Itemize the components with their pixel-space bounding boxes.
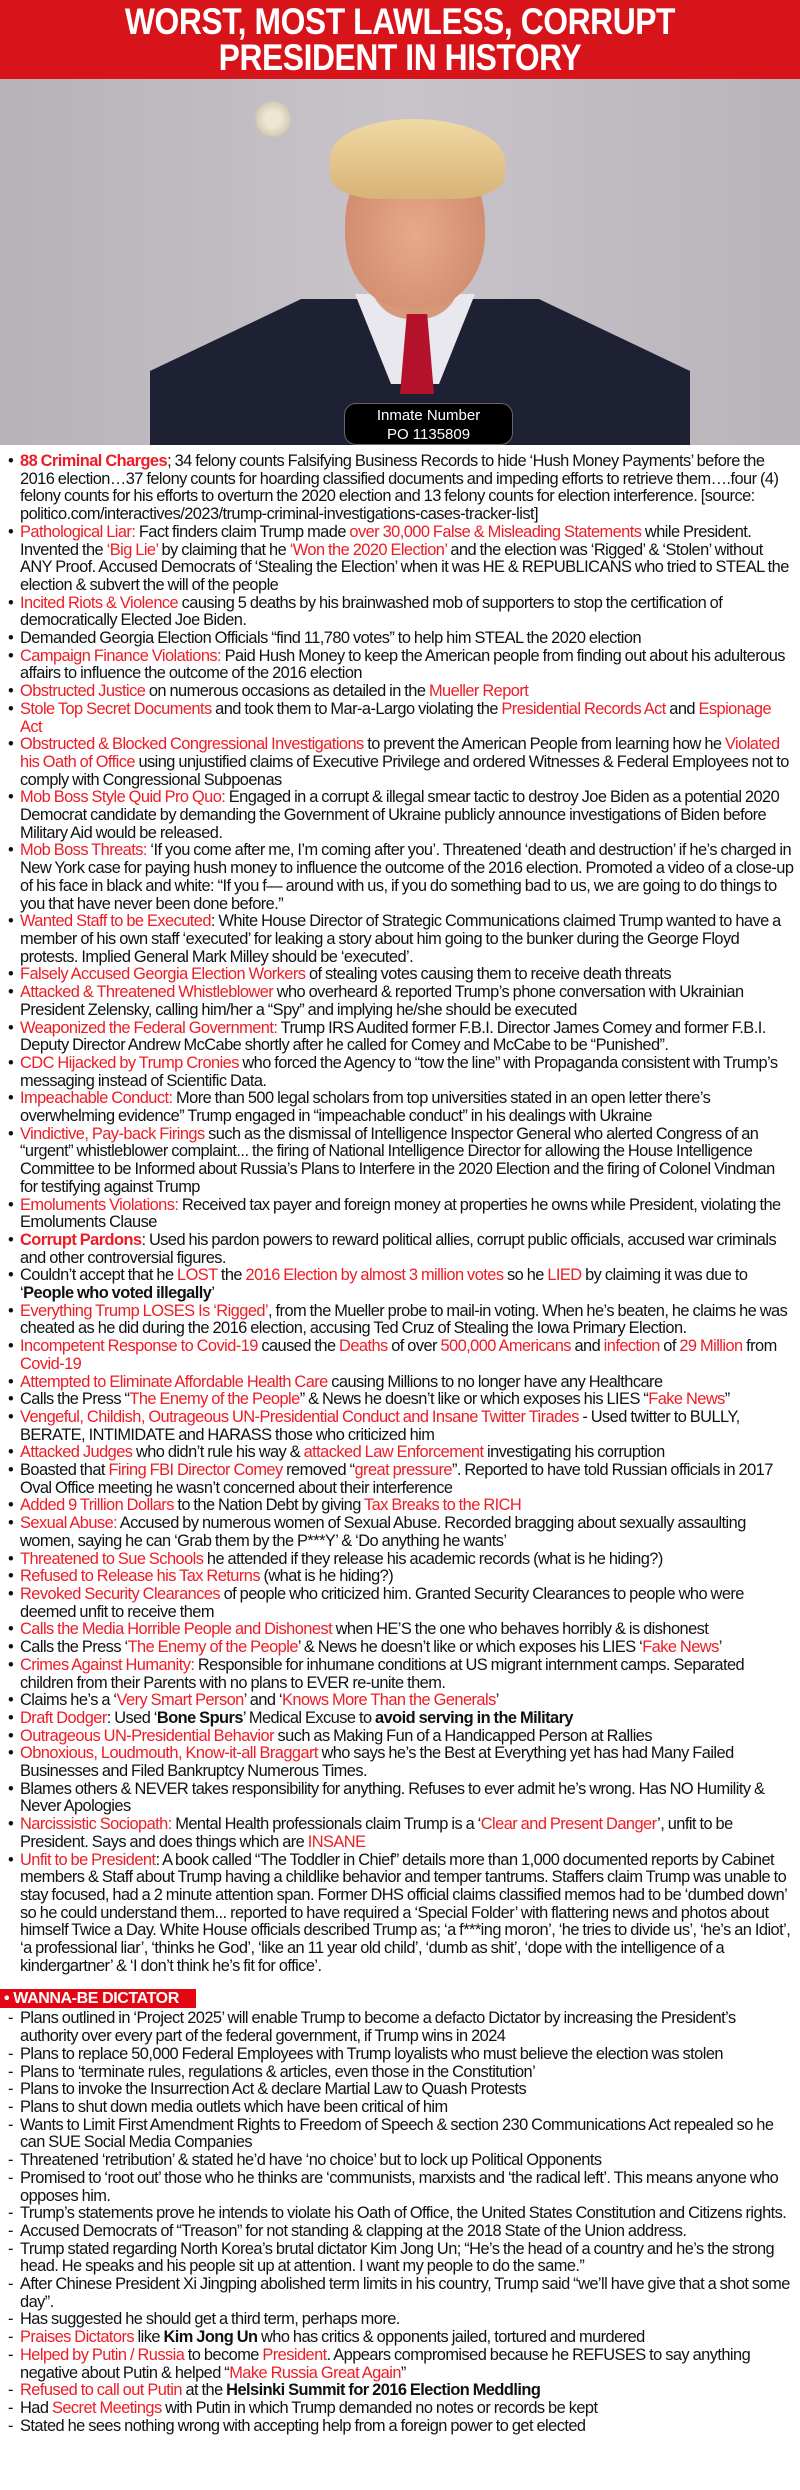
list-item (8, 453, 794, 524)
item-text: ’ (211, 1284, 215, 1303)
bullet-marker: • (8, 1726, 14, 1745)
item-text: on numerous occasions as detailed in the (145, 682, 429, 701)
item-highlight: Incompetent Response to Covid-19 (20, 1337, 258, 1356)
list-item (8, 2117, 794, 2152)
item-text: from (742, 1337, 777, 1356)
list-item (8, 2329, 794, 2347)
item-text: Paid Hush Money to keep the American people from finding out about his adulterous affairs to influence the outcome of the 2016 election (20, 646, 785, 683)
item-text: Has suggested he should get a third term, perhaps more. (20, 2310, 400, 2329)
bullet-marker: • (8, 1549, 14, 1568)
list-item (8, 2170, 794, 2205)
list-item (8, 2099, 794, 2117)
dictator-heading: • WANNA-BE DICTATOR (0, 1989, 196, 2008)
bullet-marker: • (8, 452, 14, 470)
item-text: After Chinese President Xi Jingping abolished term limits in his country, Trump said “we’ll have give that a shot some day”. (20, 2275, 790, 2311)
list-item (8, 1197, 794, 1232)
item-highlight: Revoked Security Clearances (20, 1585, 221, 1603)
item-highlight: 29 Million (679, 1337, 743, 1356)
page-title (0, 0, 800, 79)
item-text: ; 34 felony counts Falsifying Business Records to hide ‘Hush Money Payments’ before the 2016 election…37 felony counts for hoarding classified documents and impeding efforts to retrieve them….four (4) felony counts for his efforts to overturn the 2020 election and 13 felony counts for election interference. [source: politico.com/interactives/2023/trump-criminal-investigations-cases-tracker-list] (20, 452, 779, 524)
list-item (8, 984, 794, 1019)
bullet-marker: • (8, 1390, 14, 1409)
bullet-marker: • (8, 983, 14, 1002)
item-highlight: Added 9 Trillion Dollars (20, 1496, 174, 1515)
list-item (8, 1126, 794, 1197)
list-item (8, 842, 794, 913)
bullet-marker: - (8, 2080, 13, 2099)
bullet-marker: • (8, 682, 14, 701)
list-item (8, 1621, 794, 1639)
bullet-marker: • (8, 1124, 14, 1143)
item-emphasis: Kim Jong Un (163, 2328, 258, 2347)
item-text: : Used his pardon powers to reward political allies, corrupt public officials, accused war criminals and other controversial figures. (20, 1230, 777, 1267)
item-text: investigating his corruption (483, 1443, 665, 1462)
item-highlight: Attempted to Eliminate Affordable Health Care (20, 1372, 328, 1391)
item-highlight: Impeachable Conduct: (20, 1089, 173, 1108)
item-emphasis: People who voted illegally (23, 1284, 212, 1303)
list-item (8, 595, 794, 630)
bullet-marker: • (8, 699, 14, 718)
item-text: : Used ‘ (106, 1708, 157, 1727)
item-text: to the Nation Debt by giving (173, 1496, 365, 1515)
item-highlight: Clear and Present Danger (480, 1815, 658, 1834)
item-highlight: Deaths (339, 1337, 388, 1356)
item-text: , from the Mueller probe to mail-in voting. When he’s beaten, he claims he was cheated as he did during the 2016 election, accusing Ted Cruz of Stealing the Iowa Primary Election. (20, 1301, 788, 1338)
list-item (8, 1338, 794, 1373)
item-text: ’ (495, 1691, 499, 1710)
item-highlight: Firing FBI Director Comey (108, 1461, 283, 1480)
list-item (8, 1090, 794, 1125)
bullet-marker: - (8, 2381, 13, 2400)
item-highlight: over 30,000 False & Misleading Statements (349, 522, 642, 541)
bullet-marker: • (8, 1620, 14, 1639)
bullet-marker: • (8, 1779, 14, 1798)
item-text: of (659, 1337, 680, 1356)
item-text: Plans outlined in ‘Project 2025’ will enable Trump to become a defacto Dictator by increasing the President’s authority over every part of the federal government, if Trump wins in 2024 (20, 2009, 736, 2046)
list-item (8, 1657, 794, 1692)
item-highlight: Narcissistic Sociopath: (20, 1815, 172, 1834)
item-highlight: Crimes Against Humanity: (20, 1655, 195, 1674)
item-text: who says he’s the Best at Everything yet has had Many Failed Businesses and Filed Bankruptcy Numerous Times. (20, 1744, 734, 1781)
item-highlight: Incited Riots & Violence (20, 593, 179, 612)
item-text: Boasted that (20, 1461, 109, 1480)
item-text: More than 500 legal scholars from top universities stated in an open letter there’s overwhelming evidence” Trump engaged in “impeachable conduct” in his dealings with Ukraine (20, 1089, 711, 1126)
bullet-marker: • (8, 788, 14, 807)
item-text: who didn’t rule his way & (132, 1443, 304, 1462)
item-text: at the (181, 2381, 227, 2400)
bullet-marker: - (8, 2345, 13, 2364)
list-item (8, 2276, 794, 2311)
item-text: Demanded Georgia Election Officials “find 11,780 votes” to help him STEAL the 2020 election (20, 629, 642, 648)
item-text: Trump stated regarding North Korea’s brutal dictator Kim Jong Un; “He’s the head of a country and he’s the strong head. He speaks and his people sit up at attention. I want my people to do the same.” (20, 2239, 775, 2276)
bullet-marker: • (8, 1655, 14, 1674)
title-line-2: PRESIDENT IN HISTORY (218, 37, 582, 78)
item-highlight: The Enemy of the People (129, 1390, 300, 1409)
list-item (8, 648, 794, 683)
list-item (8, 1303, 794, 1338)
bullet-marker: • (8, 629, 14, 648)
bullet-marker: • (8, 1301, 14, 1320)
item-text: Calls the Press “ (20, 1390, 130, 1409)
item-highlight: Fake News (642, 1638, 719, 1657)
item-text: and took them to Mar-a-Largo violating the (211, 699, 502, 718)
item-highlight: LIED (547, 1266, 582, 1285)
list-item (8, 1267, 794, 1302)
bullet-marker: - (8, 2416, 13, 2435)
item-text: of stealing votes causing them to receive death threats (305, 965, 672, 984)
item-highlight: 88 Criminal Charges (20, 452, 168, 470)
bullet-marker: - (8, 2151, 13, 2170)
item-text: Calls the Press ‘ (20, 1638, 128, 1657)
item-highlight: Secret Meetings (51, 2398, 162, 2417)
item-text: while President. Invented the (20, 522, 752, 559)
list-item (8, 2064, 794, 2082)
bullet-marker: • (8, 1585, 14, 1603)
item-highlight: attacked Law Enforcement (303, 1443, 484, 1462)
item-text: with Putin in which Trump demanded no notes or records be kept (161, 2398, 598, 2417)
item-text: . Appears compromised because he REFUSES to say anything negative about Putin & helped “ (20, 2345, 751, 2382)
item-text: who forced the Agency to “tow the line” with Propaganda consistent with Trump’s messaging instead of Scientific Data. (20, 1053, 778, 1090)
item-text: : White House Director of Strategic Communications claimed Trump wanted to have a member of his own staff ‘executed’ for leaking a story about him going to the bunker during the George Floyd protests. Implied General Mark Milley should be ‘executed’. (20, 912, 781, 966)
list-item (8, 966, 794, 984)
list-item (8, 1852, 794, 1976)
item-highlight: Threatened to Sue Schools (20, 1549, 204, 1568)
item-text: ‘If you come after me, I’m coming after you’. Threatened ‘death and destruction’ if he’s charged in New York case for paying hush money to influence the outcome of the 2016 election. Promoted a video of a close-up of his face in black and white: “If you f— around with us, if you do something bad to us, we are going to do things to you that have never been done before.” (20, 841, 794, 913)
item-text: Mental Health professionals claim Trump is a ‘ (171, 1815, 481, 1834)
item-text: by claiming that he (157, 540, 290, 559)
list-item (8, 1462, 794, 1497)
bullet-marker: - (8, 2398, 13, 2417)
item-highlight: Refused to call out Putin (20, 2381, 182, 2400)
bullet-marker: • (8, 1567, 14, 1586)
item-highlight: Vengeful, Childish, Outrageous UN-Presidential Conduct and Insane Twitter Tirades (20, 1407, 579, 1426)
item-text: ’ Medical Excuse to (242, 1708, 376, 1727)
bullet-marker: • (8, 1691, 14, 1710)
item-highlight: Very Smart Person (116, 1691, 244, 1710)
bullet-marker: • (8, 1407, 14, 1426)
list-item (8, 1409, 794, 1444)
item-highlight: Fake News (648, 1390, 725, 1409)
item-text: ” (724, 1390, 730, 1409)
item-highlight: The Enemy of the People (127, 1638, 298, 1657)
charges-list-section (0, 445, 800, 2435)
item-text: by claiming it was due to ‘ (20, 1266, 748, 1303)
bullet-marker: • (8, 1089, 14, 1108)
item-text: the (217, 1266, 246, 1285)
bullet-marker: - (8, 2044, 13, 2063)
item-highlight: ‘Big Lie’ (106, 540, 158, 559)
item-highlight: CDC Hijacked by Trump Cronies (20, 1053, 239, 1072)
item-highlight: Presidential Records Act (501, 699, 666, 718)
dictator-list (8, 2010, 794, 2435)
list-item (8, 2046, 794, 2064)
item-text: Accused Democrats of “Treason” for not standing & clapping at the 2018 State of the Union address. (20, 2221, 687, 2240)
item-highlight: Knows More Than the Generals (282, 1691, 496, 1710)
bullet-marker: • (8, 593, 14, 612)
list-item (8, 2400, 794, 2418)
item-highlight: Stole Top Secret Documents (20, 699, 212, 718)
list-item (8, 1055, 794, 1090)
item-text: Received tax payer and foreign money at properties he owns while President, violating the Emoluments Clause (20, 1195, 781, 1232)
hair (330, 119, 505, 199)
list-item (8, 630, 794, 648)
bullet-marker: - (8, 2115, 13, 2134)
bullet-marker: - (8, 2062, 13, 2081)
item-text: ” (400, 2363, 406, 2382)
title-line-1: WORST, MOST LAWLESS, CORRUPT (124, 1, 676, 42)
item-highlight: 500,000 Americans (440, 1337, 571, 1356)
item-highlight: Mob Boss Threats: (20, 841, 147, 860)
list-item (8, 913, 794, 966)
bullet-marker: • (8, 841, 14, 860)
item-highlight: Attacked Judges (20, 1443, 133, 1462)
item-text: of people who criticized him. Granted Security Clearances to people who were deemed unfit to receive them (20, 1585, 744, 1621)
item-text: Engaged in a corrupt & illegal smear tactic to destroy Joe Biden as a potential 2020 Democrat candidate by demanding the Government of Ukraine publicly announce investigations of Biden before Military Aid would be released. (20, 788, 780, 842)
item-highlight: Draft Dodger (20, 1708, 107, 1727)
item-highlight: Unfit to be President (20, 1850, 156, 1869)
item-text: ”. Reported to have told Russian officials in 2017 Oval Office meeting he wasn’t concerned about their interference (20, 1461, 773, 1497)
bullet-marker: - (8, 2275, 13, 2294)
charges-list (8, 453, 794, 1975)
sheriff-seal-icon (255, 99, 291, 139)
item-highlight: 2016 Election by almost 3 million votes (245, 1266, 504, 1285)
item-text: of over (387, 1337, 441, 1356)
list-item (8, 1692, 794, 1710)
item-text: Threatened ‘retribution’ & stated he’d have ‘no choice’ but to lock up Political Opponents (20, 2151, 602, 2170)
bullet-marker: - (8, 2168, 13, 2187)
list-item (8, 1728, 794, 1746)
item-text: such as the dismissal of Intelligence Inspector General who alerted Congress of an “urgent” whistleblower complaint... the firing of National Intelligence Director for allowing the House Intelligence Committee to be Informed about Russia’s Plans to Interfere in the 2020 Election and the firing of Colonel Vindman for testifying against Trump (20, 1124, 775, 1196)
item-text: ’ (718, 1638, 722, 1657)
item-text: to become (184, 2345, 263, 2364)
list-item (8, 701, 794, 736)
bullet-marker: • (8, 1053, 14, 1072)
list-item (8, 2382, 794, 2400)
list-item (8, 1710, 794, 1728)
item-text: Plans to shut down media outlets which have been critical of him (20, 2097, 448, 2116)
list-item (8, 736, 794, 789)
badge-number: PO 1135809 (386, 426, 471, 443)
item-highlight: Emoluments Violations: (20, 1195, 179, 1214)
list-item (8, 2223, 794, 2241)
item-highlight: Praises Dictators (20, 2328, 135, 2347)
item-highlight: Sexual Abuse: (20, 1514, 118, 1533)
bullet-marker: - (8, 2221, 13, 2240)
item-highlight: Vindictive, Pay-back Firings (20, 1124, 205, 1143)
list-item (8, 789, 794, 842)
item-text: Stated he sees nothing wrong with accepting help from a foreign power to get elected (20, 2416, 586, 2435)
item-text: - Used twitter to BULLY, BERATE, INTIMIDATE and HARASS those who criticized him (20, 1407, 740, 1444)
list-item (8, 1391, 794, 1409)
item-text: so he (503, 1266, 548, 1285)
list-item (8, 2347, 794, 2382)
item-text: when HE’S the one who behaves horribly & is dishonest (332, 1620, 709, 1639)
item-highlight: Violated his Oath of Office (20, 735, 780, 771)
item-text: who overheard & reported Trump’s phone conversation with Ukrainian President Zelensky, calling him/her a “Spy” and implying he/she should be executed (20, 983, 744, 1019)
bullet-marker: - (8, 2097, 13, 2116)
list-item (8, 1444, 794, 1462)
item-text: to prevent the American People from learning how he (363, 735, 725, 754)
item-highlight: ‘Won the 2020 Election’ (289, 540, 447, 559)
item-highlight: Refused to Release his Tax Returns (20, 1567, 260, 1586)
item-emphasis: Helsinki Summit for 2016 Election Meddling (226, 2381, 541, 2400)
item-highlight: Obnoxious, Loudmouth, Know-it-all Braggart (20, 1744, 318, 1763)
bullet-marker: • (8, 522, 14, 541)
item-highlight: Helped by Putin / Russia (20, 2345, 185, 2364)
item-text: Had (20, 2398, 52, 2417)
item-text: Wants to Limit First Amendment Rights to Freedom of Speech & section 230 Communications Act repealed so he can SUE Social Media Companies (20, 2115, 774, 2152)
item-highlight: Obstructed Justice (20, 682, 146, 701)
item-text: ’, unfit to be President. Says and does things which are (20, 1815, 733, 1851)
item-text: removed “ (282, 1461, 355, 1480)
item-highlight: great pressure (354, 1461, 452, 1480)
bullet-marker: • (8, 1514, 14, 1533)
item-text: Accused by numerous women of Sexual Abuse. Recorded bragging about sexually assaulting women, saying he can ‘Grab them by the P***Y’ & ‘Do anything he wants’ (20, 1514, 746, 1550)
bullet-marker: • (8, 912, 14, 931)
item-text: (what is he hiding?) (259, 1567, 394, 1586)
item-text: he attended if they release his academic records (what is he hiding?) (203, 1549, 663, 1568)
item-text: like (134, 2328, 164, 2347)
bullet-marker: - (8, 2009, 13, 2028)
item-text: Plans to ‘terminate rules, regulations & articles, even those in the Constitution’ (20, 2062, 536, 2081)
list-item (8, 1515, 794, 1550)
bullet-marker: • (8, 1744, 14, 1763)
list-item (8, 2418, 794, 2436)
list-item (8, 1568, 794, 1586)
bullet-marker: • (8, 1850, 14, 1869)
item-highlight: Corrupt Pardons (20, 1230, 142, 1249)
item-highlight: Outrageous UN-Presidential Behavior (20, 1726, 274, 1745)
list-item (8, 1232, 794, 1267)
item-text: Trump’s statements prove he intends to violate his Oath of Office, the United States Constitution and Citizens rights. (20, 2204, 787, 2223)
item-text: : A book called “The Toddler in Chief” details more than 1,000 documented reports by Cabinet members & Staff about Trump having a childlike behavior and temper tantrums. Staffers claim Trump was unable to stay focused, had a 2 minute attention span. Former DHS official claims classified memos had to be ‘dumbed down’ so he could understand them... reported to have required a ‘Special Folder’ with flattering news and photos about himself Twice a Day. White House officials described Trump as; ‘a f***ing moron’, ‘he tries to divide us’, ‘he’s an Idiot’, ‘a professional liar’, ‘thinks he God’, ‘like an 11 year old child’, ‘dumb as shit’, ‘dope with the intelligence of a kindergartner’ & ‘I don’t think he’s fit for office’. (20, 1850, 791, 1975)
list-item (8, 2205, 794, 2223)
item-text: who has critics & opponents jailed, tortured and murdered (257, 2328, 645, 2347)
item-highlight: Pathological Liar: (20, 522, 136, 541)
mugshot-photo (0, 79, 800, 445)
item-highlight: President (262, 2345, 327, 2364)
list-item (8, 1781, 794, 1816)
list-item (8, 1639, 794, 1657)
list-item (8, 1551, 794, 1569)
item-highlight: Campaign Finance Violations: (20, 646, 222, 665)
item-highlight: LOST (177, 1266, 218, 1285)
list-item (8, 1586, 794, 1621)
bullet-marker: • (8, 1443, 14, 1462)
bullet-marker: - (8, 2328, 13, 2347)
list-item (8, 1020, 794, 1055)
item-highlight: Attacked & Threatened Whistleblower (20, 983, 274, 1002)
item-text: causing Millions to no longer have any Healthcare (327, 1372, 663, 1391)
item-text: ” & News he doesn’t like or which exposes his LIES “ (299, 1390, 649, 1409)
list-item (8, 2311, 794, 2329)
bullet-marker: • (8, 1461, 14, 1480)
item-text: such as Making Fun of a Handicapped Person at Rallies (273, 1726, 653, 1745)
item-highlight: INSANE (307, 1832, 366, 1851)
item-highlight: Mob Boss Style Quid Pro Quo: (20, 788, 226, 807)
list-item (8, 1745, 794, 1780)
bullet-marker: - (8, 2239, 13, 2258)
bullet-marker: • (8, 735, 14, 754)
list-item (8, 1816, 794, 1851)
item-text: Plans to invoke the Insurrection Act & declare Martial Law to Quash Protests (20, 2080, 527, 2099)
bullet-marker: • (8, 1266, 14, 1285)
item-text: Claims he’s a ‘ (20, 1691, 117, 1710)
item-emphasis: avoid serving in the Military (375, 1708, 573, 1727)
item-text: Fact finders claim Trump made (135, 522, 350, 541)
bullet-marker: • (8, 1496, 14, 1515)
bullet-marker: - (8, 2204, 13, 2223)
item-highlight: Mueller Report (428, 682, 529, 701)
bullet-marker: - (8, 2310, 13, 2329)
bullet-marker: • (8, 1230, 14, 1249)
bullet-marker: • (8, 965, 14, 984)
item-highlight: Make Russia Great Again (229, 2363, 401, 2382)
item-highlight: Falsely Accused Georgia Election Workers (20, 965, 306, 984)
item-text: and (665, 699, 699, 718)
bullet-marker: • (8, 1195, 14, 1214)
item-highlight: Everything Trump LOSES Is ‘Rigged’ (20, 1301, 269, 1320)
item-text: and the election was ‘Rigged’ & ‘Stolen’ without ANY Proof. Accused Democrats of ‘Stealing the Election’ when it was HE & REPUBLICANS who tried to STEAL the election & subvert the will of the people (20, 540, 789, 594)
item-text: and (570, 1337, 604, 1356)
list-item (8, 2152, 794, 2170)
list-item (8, 683, 794, 701)
list-item (8, 1374, 794, 1392)
item-text: ’ & News he doesn’t like or which exposes his LIES ‘ (297, 1638, 643, 1657)
item-highlight: Tax Breaks to the RICH (364, 1496, 522, 1515)
item-text: Couldn’t accept that he (20, 1266, 178, 1285)
item-text: Plans to replace 50,000 Federal Employees with Trump loyalists who must believe the election was stolen (20, 2044, 723, 2063)
list-item (8, 2241, 794, 2276)
bullet-marker: • (8, 1018, 14, 1037)
item-text: Promised to ‘root out’ those who he thinks are ‘communists, marxists and ‘the radical left’. This means anyone who opposes him. (20, 2168, 779, 2205)
item-text: causing 5 deaths by his brainwashed mob of supporters to stop the certification of democratically Elected Joe Biden. (20, 593, 723, 630)
badge-label: Inmate Number (376, 407, 481, 424)
item-highlight: infection (603, 1337, 660, 1356)
item-highlight: Obstructed & Blocked Congressional Investigations (20, 735, 364, 754)
list-item (8, 1497, 794, 1515)
item-highlight: Covid-19 (20, 1354, 82, 1373)
list-item (8, 524, 794, 595)
item-text: caused the (257, 1337, 340, 1356)
item-highlight: Calls the Media Horrible People and Dishonest (20, 1620, 333, 1639)
item-text: using unjustified claims of Executive Privilege and ordered Witnesses & Federal Employees not to comply with Congressional Subpoenas (20, 752, 789, 789)
item-highlight: Espionage Act (20, 699, 772, 736)
list-item (8, 2010, 794, 2045)
bullet-marker: • (8, 1638, 14, 1657)
item-highlight: Weaponized the Federal Government: (20, 1018, 278, 1037)
bullet-marker: • (8, 1815, 14, 1834)
item-emphasis: Bone Spurs (156, 1708, 243, 1727)
bullet-marker: • (8, 1372, 14, 1391)
bullet-marker: • (8, 1337, 14, 1356)
inmate-number-badge (344, 403, 513, 445)
item-text: Responsible for inhumane conditions at US migrant internment camps. Separated children from their Parents with no plans to EVER re-unite them. (20, 1655, 745, 1692)
item-text: Blames others & NEVER takes responsibility for anything. Refuses to ever admit he’s wrong. Has NO Humility & Never Apologies (20, 1779, 765, 1816)
item-text: Trump IRS Audited former F.B.I. Director James Comey and former F.B.I. Deputy Director Andrew McCabe shortly after he called for Comey and McCabe to be “Punished”. (20, 1018, 766, 1055)
item-highlight: Wanted Staff to be Executed (20, 912, 211, 931)
item-text: ’ and ‘ (243, 1691, 283, 1710)
bullet-marker: • (8, 646, 14, 665)
list-item (8, 2081, 794, 2099)
bullet-marker: • (8, 1708, 14, 1727)
